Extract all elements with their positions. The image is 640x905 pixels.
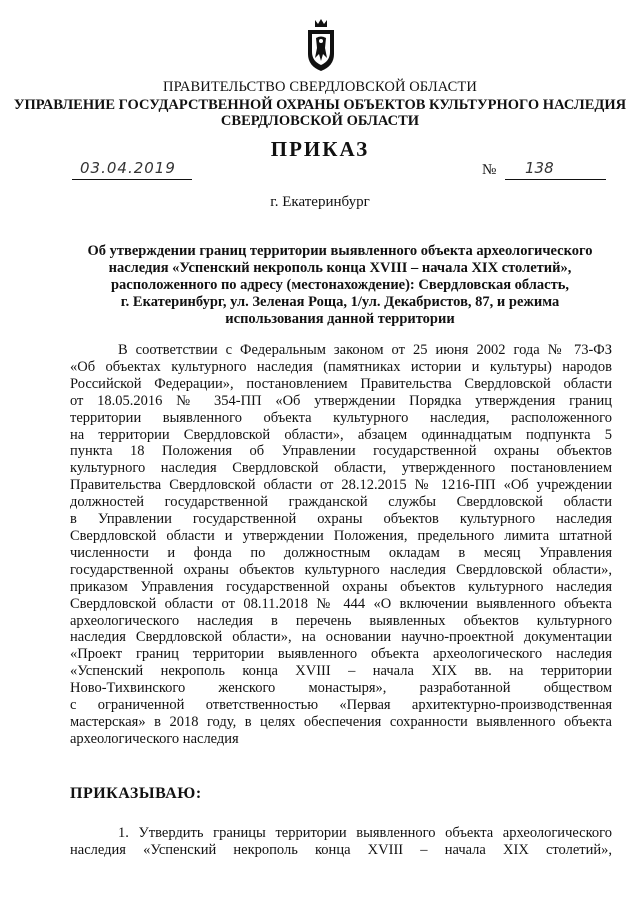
body-line: Российской Федерации», постановлением Правительства Свердловской области — [70, 375, 612, 392]
date-field — [72, 159, 192, 180]
document-type: ПРИКАЗ — [270, 137, 370, 161]
body-line: пункта 18 Положения об Управлении государственной охраны объектов — [70, 443, 612, 460]
body-line: «Проект границ территории выявленного объекта археологического наследия — [70, 646, 612, 663]
body-line: от 18.05.2016 № 354-ПП «Об утверждении Порядка утверждения границ — [70, 392, 612, 409]
body-line: Ново-Тихвинского женского монастыря», разработанной обществом — [70, 680, 612, 697]
title-line: Об утверждении границ территории выявленного объекта археологического — [87, 243, 593, 259]
department-name — [0, 97, 640, 129]
body-line: Правительства Свердловской области от 28.12.2015 № 1216-ПП «Об учреждении — [70, 477, 612, 494]
body-line: государственной охраны объектов культурного наследия Свердловской области», — [70, 561, 612, 578]
body-line: археологического наследия в перечень выявленных объектов культурного — [70, 612, 612, 629]
body-line: территории выявленного объекта культурного наследия, расположенного — [70, 409, 612, 426]
document-title — [70, 243, 610, 328]
coat-of-arms-emblem — [305, 18, 337, 72]
body-line: с ограниченной ответственностью «Первая архитектурно-производственная — [70, 697, 612, 714]
government-name: ПРАВИТЕЛЬСТВО СВЕРДЛОВСКОЙ ОБЛАСТИ — [163, 79, 477, 95]
order-item — [70, 825, 612, 859]
body-line: наследия Свердловской области», на основании научно-проектной документации — [70, 629, 612, 646]
title-line: расположенного по адресу (местонахождение): Свердловская область, — [110, 276, 570, 293]
body-line: мастерская» в 2018 году, в целях обеспечения сохранности выявленного объекта — [70, 713, 612, 730]
body-line: Свердловской области и утверждении Положения, предельного лимита штатной — [70, 527, 612, 544]
body-line: должностей государственной гражданской службы Свердловской области — [70, 494, 612, 511]
number-field — [505, 159, 606, 180]
title-line: г. Екатеринбург, ул. Зеленая Роща, 1/ул. Декабристов, 87, и режима — [120, 293, 560, 310]
title-line: использования данной территории — [225, 310, 455, 327]
body-line: культурного наследия Свердловской области, утвержденного постановлением — [70, 460, 612, 477]
preamble-paragraph — [70, 342, 612, 748]
department-line: УПРАВЛЕНИЕ ГОСУДАРСТВЕННОЙ ОХРАНЫ ОБЪЕКТОВ КУЛЬТУРНОГО НАСЛЕДИЯ — [13, 97, 627, 113]
body-line: на территории Свердловской области», абзацем одиннадцатым подпункта 5 — [70, 426, 612, 443]
body-line: в Управлении государственной охраны объектов культурного наследия — [70, 511, 612, 528]
handwritten-date: 03.04.2019 — [80, 159, 176, 177]
title-line: наследия «Успенский некрополь конца XVIII – начала XIX столетий», — [108, 259, 572, 276]
item-line: 1. Утвердить границы территории выявленного объекта археологического — [118, 825, 612, 841]
body-line: «Об объектах культурного наследия (памятниках истории и культуры) народов — [70, 358, 612, 375]
body-line: археологического наследия — [70, 730, 239, 747]
city: г. Екатеринбург — [270, 194, 370, 210]
body-line: приказом Управления государственной охраны объектов культурного наследия — [70, 578, 612, 595]
body-line: В соответствии с Федеральным законом от 25 июня 2002 года № 73-ФЗ — [118, 342, 612, 358]
number-label: № — [482, 162, 497, 178]
body-line: «Успенский некрополь конца XVIII – начала XIX вв. на территории — [70, 663, 612, 680]
order-heading: ПРИКАЗЫВАЮ: — [70, 785, 202, 802]
item-line: наследия «Успенский некрополь конца XVIII – начала XIX столетий», — [70, 842, 612, 858]
handwritten-number: 138 — [525, 159, 554, 177]
department-line: СВЕРДЛОВСКОЙ ОБЛАСТИ — [220, 113, 420, 129]
body-line: численности и фонда по должностным окладам в месяц Управления — [70, 544, 612, 561]
body-line: Свердловской области от 08.11.2018 № 444 «О включении выявленного объекта — [70, 595, 612, 612]
